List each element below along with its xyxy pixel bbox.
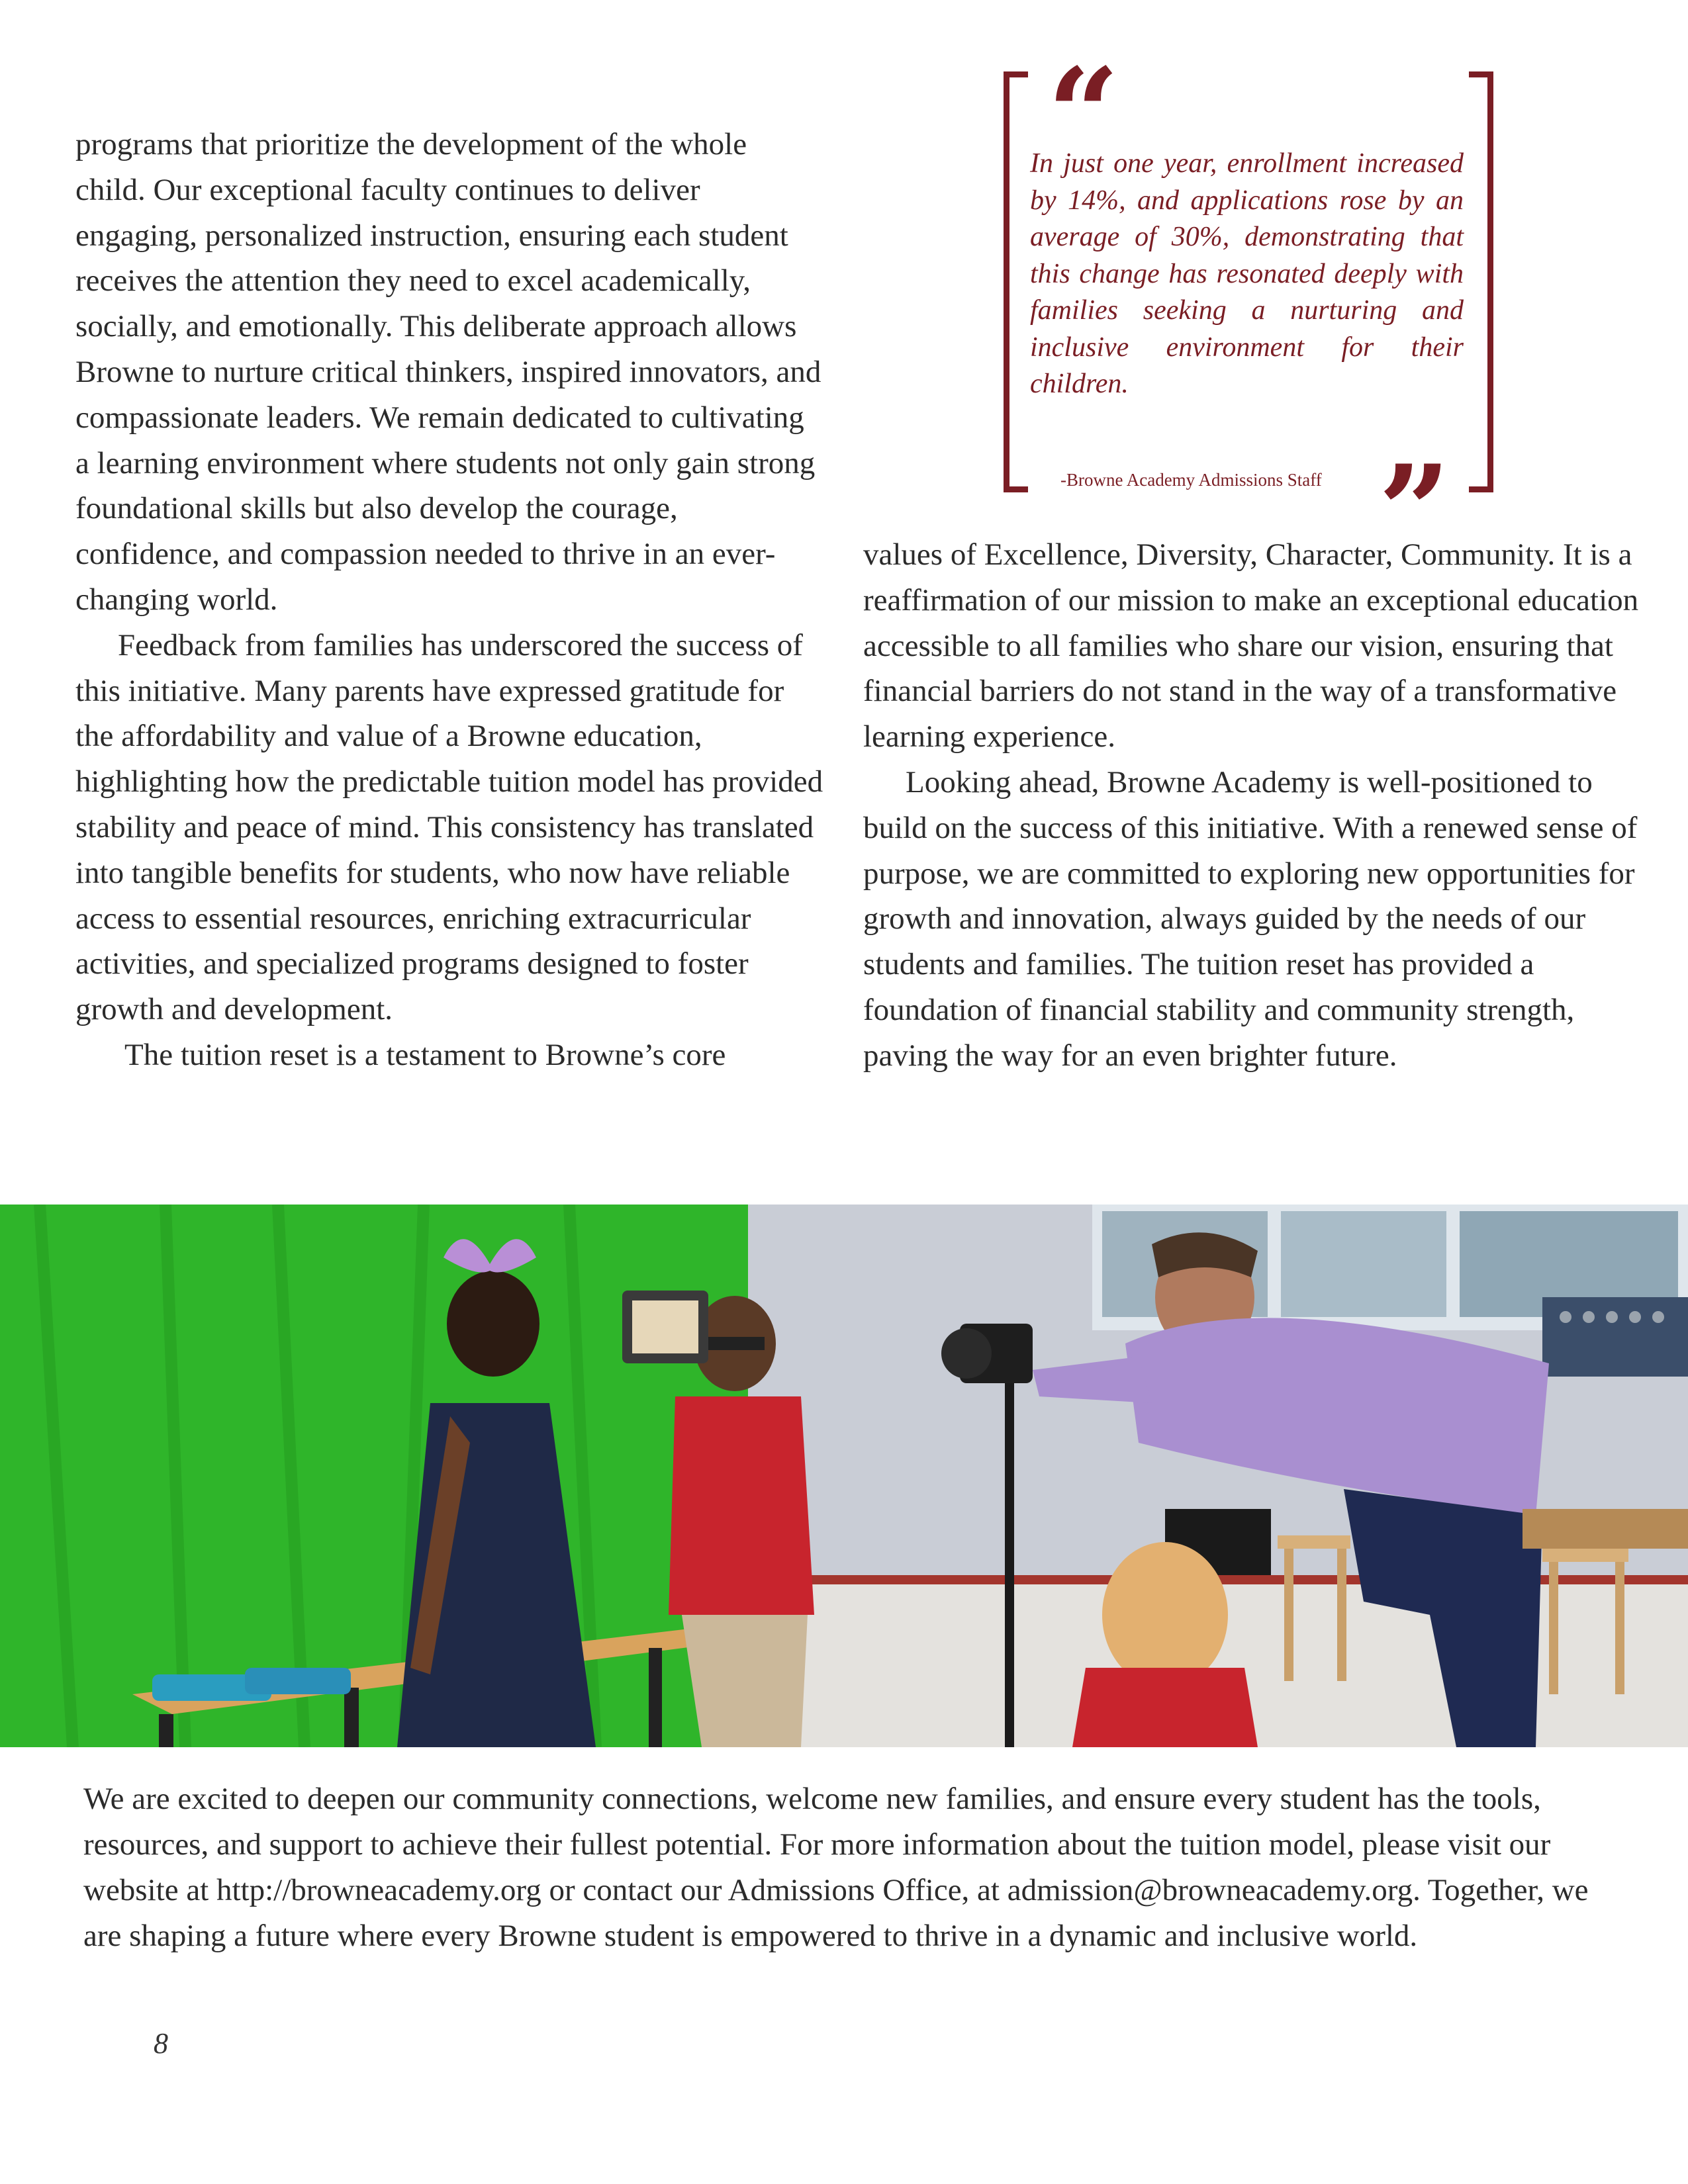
- khaki-pants: [682, 1615, 808, 1747]
- body-paragraph: Feedback from families has underscored the success of this initiative. Many parents have expressed gratitude for the affordability and value of a Browne education, highlighting how the predictable tuition model has provided stability and peace of mind. This consistency has translated into tangible benefits for students, who now have reliable access to essential resources, enriching extracurricular activities, and specialized programs designed to foster growth and development.: [75, 627, 823, 1027]
- table-leg: [344, 1688, 359, 1747]
- body-paragraph: Looking ahead, Browne Academy is well-positioned to build on the success of this initiative. With a renewed sense of purpose, we are committed to exploring new opportunities for growth and innovation, always guided by the needs of our students and families. The tuition reset has provided a foundation of financial stability and community strength, paving the way for an even brighter future.: [863, 764, 1638, 1073]
- page-number: 8: [154, 2027, 168, 2060]
- pull-quote-text: In just one year, enrollment increased by 14%, and applications rose by an average of 30%, demonstrating that this change has resonated deeply with families seeking a nurturing and inclusive environment for their children.: [1030, 148, 1464, 399]
- table-leg: [649, 1648, 662, 1747]
- left-column: [75, 122, 823, 1078]
- stool-leg: [1549, 1562, 1558, 1694]
- table-leg: [159, 1714, 173, 1747]
- pull-quote: [1004, 40, 1493, 585]
- stool-leg: [1615, 1562, 1624, 1694]
- body-paragraph: The tuition reset is a testament to Browne’s core: [124, 1037, 726, 1072]
- tripod-pole: [1005, 1383, 1014, 1747]
- stool-seat: [1542, 1549, 1628, 1562]
- red-shirt: [669, 1396, 814, 1615]
- wall-board: [1542, 1297, 1688, 1377]
- cardboard-box: [1523, 1509, 1688, 1549]
- stool-leg: [1337, 1549, 1346, 1681]
- blonde-girl-head: [1102, 1542, 1228, 1688]
- stool-leg: [1284, 1549, 1293, 1681]
- classroom-photo: [0, 1205, 1688, 1747]
- closing-paragraph: We are excited to deepen our community connections, welcome new families, and ensure every student has the tools, resources, and support to achieve their fullest potential. For more information about the tuition model, please visit our website at http://browneacademy.org or contact our Admissions Office, at admission@browneacademy.org. Together, we are shaping a future where every Browne student is empowered to thrive in a dynamic and inclusive world.: [83, 1782, 1589, 1953]
- body-paragraph: programs that prioritize the development of the whole child. Our exceptional faculty continues to deliver engaging, personalized instruction, ensuring each student receives the attention they need to excel academically, socially, and emotionally. This deliberate approach allows Browne to nurture critical thinkers, inspired innovators, and compassionate leaders. We remain dedicated to cultivating a learning environment where students not only gain strong foundational skills but also develop the courage, confidence, and compassion needed to thrive in an ever-changing world.: [75, 127, 821, 617]
- girl-red-shirt: [1072, 1668, 1258, 1747]
- body-paragraph: values of Excellence, Diversity, Character, Community. It is a reaffirmation of our mission to make an exceptional education accessible to all families who share our vision, ensuring that financial barriers do not stand in the way of a transformative learning experience.: [863, 537, 1639, 754]
- tablet-screen: [632, 1300, 698, 1353]
- open-quote-icon: “: [1043, 52, 1123, 177]
- pull-quote-attribution: -Browne Academy Admissions Staff: [1056, 470, 1326, 490]
- girl-head: [447, 1271, 539, 1377]
- stool-seat: [1278, 1535, 1350, 1549]
- right-column: [863, 532, 1658, 1079]
- quote-bracket-left: [1004, 71, 1028, 492]
- camera-lens: [941, 1328, 992, 1379]
- quote-bracket-right: [1469, 71, 1493, 492]
- boy-glasses: [705, 1337, 765, 1350]
- close-quote-icon: ”: [1374, 449, 1454, 574]
- blue-tray: [245, 1668, 351, 1694]
- window-pane: [1281, 1211, 1446, 1317]
- green-screen-backdrop: [0, 1205, 748, 1747]
